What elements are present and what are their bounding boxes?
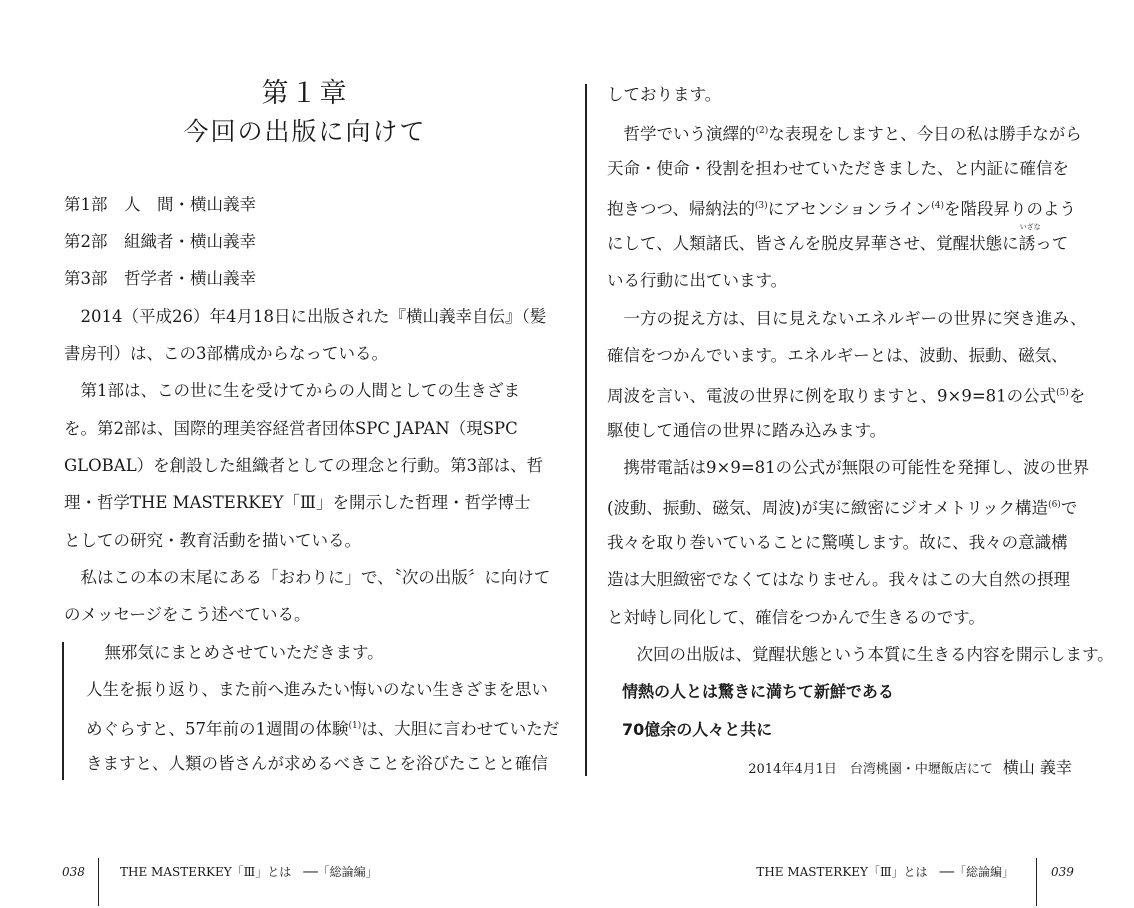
footnote-ref-6: (6) [1048,500,1061,510]
footer-title-left: THE MASTERKEY「Ⅲ」とは ──「総論編」 [120,865,378,879]
body-text: 哲学でいう演繹的 [607,124,756,144]
body-line [607,113,1082,150]
body-line: 確信をつかんでいます。エネルギーとは、波動、振動、磁気、 [607,346,1068,365]
body-line: いる行動に出ています。 [607,271,788,290]
ruby-text: いざな [1019,223,1041,231]
body-line: 一方の捉え方は、目に見えないエネルギーの世界に突き進み、 [607,309,1087,328]
footnote-ref-4: (4) [931,201,944,211]
bold-line: 情熱の人とは驚きに満ちて新鮮である [622,682,894,701]
body-line: 造は大胆緻密でなくてはなりません。我々はこの大自然の摂理 [607,570,1070,589]
quote-line: 人生を振り返り、また前へ進みたい悔いのない生きざまを思い [86,680,548,699]
body-line: 理・哲学THE MASTERKEY「Ⅲ」を開示した哲理・哲学博士 [64,493,531,512]
footnote-ref-5: (5) [1056,388,1069,398]
body-text: にアセンションライン [767,199,932,219]
body-line: 次回の出版は、覚醒状態という本質に生きる内容を開示します。 [620,645,1114,664]
quote-line: きますと、人類の皆さんが求めるべきことを浴びたことと確信 [86,754,548,773]
chapter-title: 今回の出版に向けて [183,117,427,146]
body-line [607,487,1077,524]
bold-line: 70億余の人々と共に [622,720,773,739]
body-line: GLOBAL）を創設した組織者としての理念と行動。第3部は、哲 [64,456,544,475]
quote-bar [62,642,64,780]
quote-text: は、大胆に言わせていただ [361,719,560,739]
signature [748,756,1072,782]
body-line: 携帯電話は9×9=81の公式が無限の可能性を発揮し、波の世界 [607,458,1090,477]
body-text: で [1060,498,1078,518]
quote-line [86,708,560,745]
body-text: を [1068,386,1086,406]
footnote-ref-2: (2) [755,126,769,136]
body-line: としての研究・教育活動を描いている。 [64,531,361,550]
body-line [607,188,1077,225]
body-text: 周波を言い、電波の世界に例を取りますと、9×9=81の公式 [607,386,1057,406]
body-line: を。第2部は、国際的理美容経営者団体SPC JAPAN（現SPC [64,419,518,438]
body-text: 抱きつつ、帰納法的 [607,199,755,219]
body-line: 駆使して通信の世界に踏み込みます。 [607,421,887,440]
footer-title-right: THE MASTERKEY「Ⅲ」とは ──「総論編」 [756,865,1014,879]
body-line: と対峙し同化して、確信をつかんで生きるのです。 [607,608,985,627]
chapter-number: 第１章 [261,78,349,109]
body-text: を階段昇りのよう [943,199,1076,219]
body-line: 2014（平成26）年4月18日に出版された『横山義幸自伝』（髪 [64,307,547,326]
body-text: って [1035,234,1069,253]
body-line: のメッセージをこう述べている。 [64,605,311,624]
page-number-right: 039 [1051,865,1074,879]
ruby-base: 誘 [1018,234,1036,253]
page-number-left: 038 [62,865,85,879]
column-divider [585,84,587,776]
quote-text: めぐらすと、57年前の1週間の体験 [86,719,349,739]
body-line: しております。 [607,85,722,104]
body-line: 第1部は、この世に生を受けてからの人間としての生きざま [64,381,520,400]
body-line: 書房刊）は、この3部構成からなっている。 [64,344,388,363]
body-text: (波動、振動、磁気、周波)が実に緻密にジオメトリック構造 [607,498,1049,518]
body-text: にして、人類諸氏、皆さんを脱皮昇華させ、覚醒状態に [607,234,1019,253]
body-line [607,375,1086,412]
body-line: 我々を取り巻いていることに驚嘆します。故に、我々の意識構 [607,533,1068,552]
footer-divider-left [98,858,99,906]
body-line: 私はこの本の末尾にある「おわりに」で、〝次の出版〞に向けて [64,568,551,587]
body-text: な表現をしますと、今日の私は勝手ながら [768,124,1082,144]
ruby-word [1018,223,1041,262]
part-1-line: 第1部 人 間・横山義幸 [64,195,256,214]
part-2-line: 第2部 組織者・横山義幸 [64,232,256,251]
footnote-ref-3: (3) [754,201,768,211]
footer-divider-right [1036,858,1037,906]
signature-date-place: 2014年4月1日 台湾桃園・中壢飯店にて [748,762,993,777]
quote-line: 無邪気にまとめさせていただきます。 [88,643,384,662]
footnote-ref-1: (1) [348,721,362,731]
body-line [607,225,1077,262]
signature-name: 横山 義幸 [1002,758,1072,777]
part-3-line: 第3部 哲学者・横山義幸 [64,269,256,288]
body-line: 天命・使命・役割を担わせていただきました、と内証に確信を [607,159,1069,178]
